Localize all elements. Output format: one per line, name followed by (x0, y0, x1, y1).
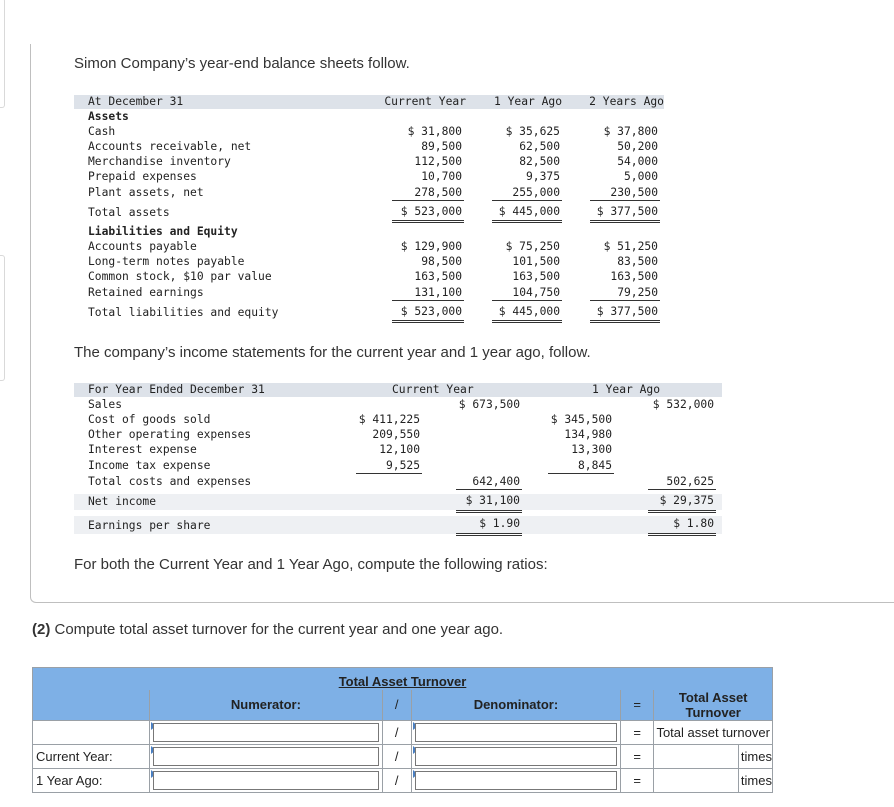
result-header: Total Asset Turnover (654, 690, 773, 721)
expense-label: Interest expense (88, 443, 197, 456)
denominator-header: Denominator: (411, 690, 620, 721)
asset-label: Cash (88, 125, 116, 138)
expense-label: Cost of goods sold (88, 413, 211, 426)
row-label-current-year: Current Year: (33, 744, 150, 768)
liab-label: Retained earnings (88, 286, 204, 299)
divide-symbol: / (382, 744, 411, 768)
result-input[interactable] (654, 768, 739, 792)
header-blank (33, 690, 150, 721)
answer-table (32, 667, 773, 793)
liab-label: Common stock, $10 par value (88, 270, 272, 283)
table-title: Total Asset Turnover (338, 674, 467, 690)
asset-y1: 62,500 (519, 140, 560, 153)
asset-label: Merchandise inventory (88, 155, 231, 168)
numerator-formula-input[interactable] (153, 723, 378, 742)
is-header-cy: Current Year (392, 383, 474, 396)
unit-label: times (738, 744, 772, 768)
numerator-header: Numerator: (150, 690, 382, 721)
asset-cy: 112,500 (414, 155, 462, 168)
sales-label: Sales (88, 398, 123, 411)
liab-y1: 101,500 (512, 255, 560, 268)
asset-y2: 230,500 (610, 186, 658, 199)
numerator-value-input[interactable] (153, 771, 378, 790)
liab-cy: 131,100 (414, 286, 462, 299)
equals-symbol: = (620, 768, 653, 792)
liab-cy: $ 129,900 (400, 240, 462, 253)
liab-cy: 163,500 (414, 270, 462, 283)
eps-cy: $ 1.90 (479, 517, 520, 530)
numerator-formula-cell[interactable] (150, 720, 382, 744)
eps-label: Earnings per share (88, 519, 211, 532)
liab-label: Accounts payable (88, 240, 197, 253)
result-subheader: Total asset turnover (654, 720, 773, 744)
subtotal-rule (456, 489, 522, 490)
asset-y2: 54,000 (617, 155, 658, 168)
sales-cy: $ 673,500 (458, 398, 520, 411)
expense-cy: 12,100 (379, 443, 420, 456)
asset-y1: 255,000 (512, 186, 560, 199)
row-label-blank (33, 720, 150, 744)
net-income-y1: $ 29,375 (659, 494, 714, 507)
asset-y2: $ 37,800 (603, 125, 658, 138)
expense-label: Other operating expenses (88, 428, 252, 441)
total-double-rule (456, 533, 522, 536)
net-income-cy: $ 31,100 (465, 494, 520, 507)
expense-cy: 9,525 (385, 459, 420, 472)
total-liab-cy: $ 523,000 (400, 305, 462, 318)
subtotal-rule (590, 200, 660, 201)
expense-y1: 13,300 (571, 443, 612, 456)
liab-heading: Liabilities and Equity (88, 225, 238, 238)
question-body: Compute total asset turnover for the current year and one year ago. (50, 621, 504, 638)
bs-header-y1: 1 Year Ago (493, 95, 562, 108)
denominator-value-input[interactable] (415, 747, 617, 766)
total-double-rule (648, 533, 716, 536)
total-costs-y1: 502,625 (666, 475, 714, 488)
liab-y1: $ 75,250 (505, 240, 560, 253)
total-assets-y2: $ 377,500 (596, 205, 658, 218)
balance-intro: Simon Company’s year-end balance sheets follow. (74, 55, 410, 72)
denominator-formula-cell[interactable] (411, 720, 620, 744)
left-edge-panel (0, 255, 5, 381)
left-edge-panel (0, 0, 5, 108)
subtotal-rule (492, 200, 562, 201)
is-header-y1: 1 Year Ago (592, 383, 661, 396)
total-double-rule (590, 320, 660, 323)
eps-y1: $ 1.80 (673, 517, 714, 530)
total-double-rule (392, 220, 464, 223)
asset-cy: 10,700 (421, 170, 462, 183)
unit-label: times (738, 768, 772, 792)
asset-y1: $ 35,625 (505, 125, 560, 138)
total-assets-y1: $ 445,000 (498, 205, 560, 218)
equals-symbol: = (620, 720, 653, 744)
total-liab-y2: $ 377,500 (596, 305, 658, 318)
total-double-rule (648, 510, 716, 513)
asset-cy: 89,500 (421, 140, 462, 153)
sales-y1: $ 532,000 (652, 398, 714, 411)
expense-cy: 209,550 (372, 428, 420, 441)
asset-label: Prepaid expenses (88, 170, 197, 183)
total-assets-cy: $ 523,000 (400, 205, 462, 218)
bs-header-cy: Current Year (384, 95, 466, 108)
total-double-rule (392, 320, 464, 323)
total-double-rule (456, 510, 522, 513)
subtotal-rule (392, 200, 464, 201)
total-costs-label: Total costs and expenses (88, 475, 252, 488)
denominator-value-cell[interactable] (411, 768, 620, 792)
equals-symbol: = (620, 690, 653, 721)
divide-symbol: / (382, 720, 411, 744)
denominator-formula-input[interactable] (415, 723, 617, 742)
divide-symbol: / (382, 768, 411, 792)
expense-y1: 134,980 (564, 428, 612, 441)
liab-y1: 104,750 (512, 286, 560, 299)
expense-y1: $ 345,500 (550, 413, 612, 426)
asset-label: Plant assets, net (88, 186, 204, 199)
expense-y1: 8,845 (577, 459, 612, 472)
subtotal-rule (548, 473, 614, 474)
asset-y1: 82,500 (519, 155, 560, 168)
asset-cy: $ 31,800 (407, 125, 462, 138)
table-title-cell (33, 668, 773, 690)
numerator-value-cell[interactable] (150, 744, 382, 768)
numerator-value-input[interactable] (153, 747, 378, 766)
liab-cy: 98,500 (421, 255, 462, 268)
total-double-rule (492, 320, 562, 323)
result-input[interactable] (654, 744, 739, 768)
asset-y2: 5,000 (623, 170, 658, 183)
bs-header-label: At December 31 (88, 95, 184, 108)
total-assets-label: Total assets (88, 206, 170, 219)
liab-y1: 163,500 (512, 270, 560, 283)
subtotal-rule (590, 300, 660, 301)
question-text (32, 621, 503, 638)
subtotal-rule (356, 473, 422, 474)
expense-cy: $ 411,225 (358, 413, 420, 426)
divide-symbol: / (382, 690, 411, 721)
denominator-value-input[interactable] (415, 771, 617, 790)
total-liab-label: Total liabilities and equity (88, 306, 279, 319)
bs-header-y2: 2 Years Ago (589, 95, 664, 108)
liab-y2: 163,500 (610, 270, 658, 283)
subtotal-rule (492, 300, 562, 301)
assets-heading: Assets (88, 110, 129, 123)
subtotal-rule (392, 300, 464, 301)
total-costs-cy: 642,400 (472, 475, 520, 488)
asset-y1: 9,375 (525, 170, 560, 183)
ratios-intro: For both the Current Year and 1 Year Ago, compute the following ratios: (74, 556, 548, 573)
expense-label: Income tax expense (88, 459, 211, 472)
asset-cy: 278,500 (414, 186, 462, 199)
asset-y2: 50,200 (617, 140, 658, 153)
net-income-label: Net income (88, 495, 157, 508)
total-double-rule (492, 220, 562, 223)
subtotal-rule (648, 489, 716, 490)
total-liab-y1: $ 445,000 (498, 305, 560, 318)
question-number: (2) (32, 621, 51, 638)
liab-y2: $ 51,250 (603, 240, 658, 253)
income-intro: The company’s income statements for the current year and 1 year ago, follow. (74, 344, 591, 361)
denominator-value-cell[interactable] (411, 744, 620, 768)
is-header-label: For Year Ended December 31 (88, 383, 265, 396)
total-double-rule (590, 220, 660, 223)
liab-label: Long-term notes payable (88, 255, 245, 268)
numerator-value-cell[interactable] (150, 768, 382, 792)
liab-y2: 79,250 (617, 286, 658, 299)
liab-y2: 83,500 (617, 255, 658, 268)
asset-label: Accounts receivable, net (88, 140, 252, 153)
row-label-1-year-ago: 1 Year Ago: (33, 768, 150, 792)
equals-symbol: = (620, 744, 653, 768)
